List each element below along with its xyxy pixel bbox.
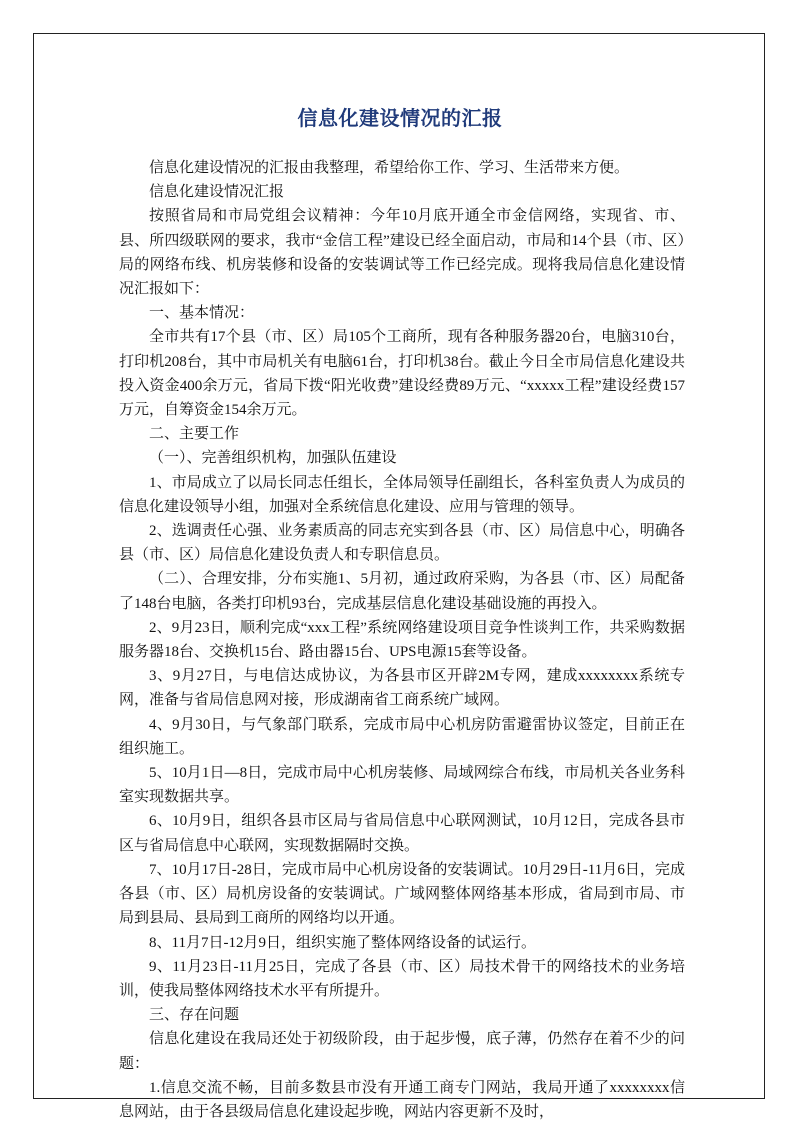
section-heading-main-work: 二、主要工作: [149, 426, 240, 443]
section-heading-problems: 三、存在问题: [149, 1007, 240, 1024]
paragraph-item: 2、9月23日，顺利完成“xxx工程”系统网络建设项目竞争性谈判工作，共采购数据服务器18台、交换机15台、路由器15台、UPS电源15套等设备。: [119, 619, 685, 661]
paragraph-problems-intro: 信息化建设在我局还处于初级阶段，由于起步慢，底子薄，仍然存在着不少的问题：: [119, 1031, 685, 1072]
paragraph-item: （二）、合理安排，分布实施1、5月初，通过政府采购，为各县（市、区）局配备了148台电脑，各类打印机93台，完成基层信息化建设基础设施的再投入。: [119, 571, 685, 612]
paragraph-item: 3、9月27日，与电信达成协议，为各县市区开辟2M专网，建成xxxxxxxx系统专网，准备与省局信息网对接，形成湖南省工商系统广域网。: [119, 668, 685, 709]
document-title: 信息化建设情况的汇报: [297, 108, 503, 130]
paragraph-item: 4、9月30日，与气象部门联系，完成市局中心机房防雷避雷协议签定，目前正在组织施工。: [119, 716, 685, 757]
paragraph-item: 5、10月1日—8日，完成市局中心机房装修、局域网综合布线，市局机关各业务科室实现数据共享。: [119, 765, 685, 806]
paragraph-item: 8、11月7日-12月9日，组织实施了整体网络设备的试运行。: [149, 934, 536, 951]
section-heading-basic-situation: 一、基本情况：: [149, 305, 255, 322]
paragraph-item: 2、选调责任心强、业务素质高的同志充实到各县（市、区）局信息中心，明确各县（市、区）局信息化建设负责人和专职信息员。: [119, 523, 685, 564]
paragraph-item: 1、市局成立了以局长同志任组长，全体局领导任副组长，各科室负责人为成员的信息化建设领导小组，加强对全系统信息化建设、应用与管理的领导。: [119, 474, 685, 515]
paragraph-item: 9、11月23日-11月25日，完成了各县（市、区）局技术骨干的网络技术的业务培训，使我局整体网络技术水平有所提升。: [119, 958, 685, 999]
paragraph-preface: 按照省局和市局党组会议精神：今年10月底开通全市金信网络，实现省、市、县、所四级联网的要求，我市“金信工程”建设已经全面启动，市局和14个县（市、区）局的网络布线、机房装修和设备的安装调试等工作已经完成。现将我局信息化建设情况汇报如下：: [119, 208, 685, 298]
paragraph-basic-situation: 全市共有17个县（市、区）局105个工商所，现有各种服务器20台，电脑310台，打印机208台，其中市局机关有电脑61台，打印机38台。截止今日全市局信息化建设共投入资金400余万元，省局下拨“阳光收费”建设经费89万元、“xxxxx工程”建设经费157万元，自筹资金154余万元。: [119, 329, 685, 419]
paragraph-intro: 信息化建设情况的汇报由我整理，希望给你工作、学习、生活带来方便。: [149, 160, 630, 176]
subheading-organization: （一）、完善组织机构，加强队伍建设: [149, 450, 397, 467]
paragraph-item: 7、10月17日-28日，完成市局中心机房设备的安装调试。10月29日-11月6日，完成各县（市、区）局机房设备的安装调试。广域网整体网络基本形成，省局到市局、市局到县局、县局到工商所的网络均以开通。: [119, 861, 685, 927]
document-body: [119, 156, 685, 1124]
paragraph-item: 1.信息交流不畅，目前多数县市没有开通工商专门网站，我局开通了xxxxxxxx信息网站，由于各县级局信息化建设起步晚，网站内容更新不及时，: [119, 1079, 685, 1120]
paragraph-subtitle: 信息化建设情况汇报: [149, 184, 285, 201]
paragraph-item: 6、10月9日，组织各县市区局与省局信息中心联网测试，10月12日，完成各县市区与省局信息中心联网，实现数据隔时交换。: [119, 813, 685, 854]
